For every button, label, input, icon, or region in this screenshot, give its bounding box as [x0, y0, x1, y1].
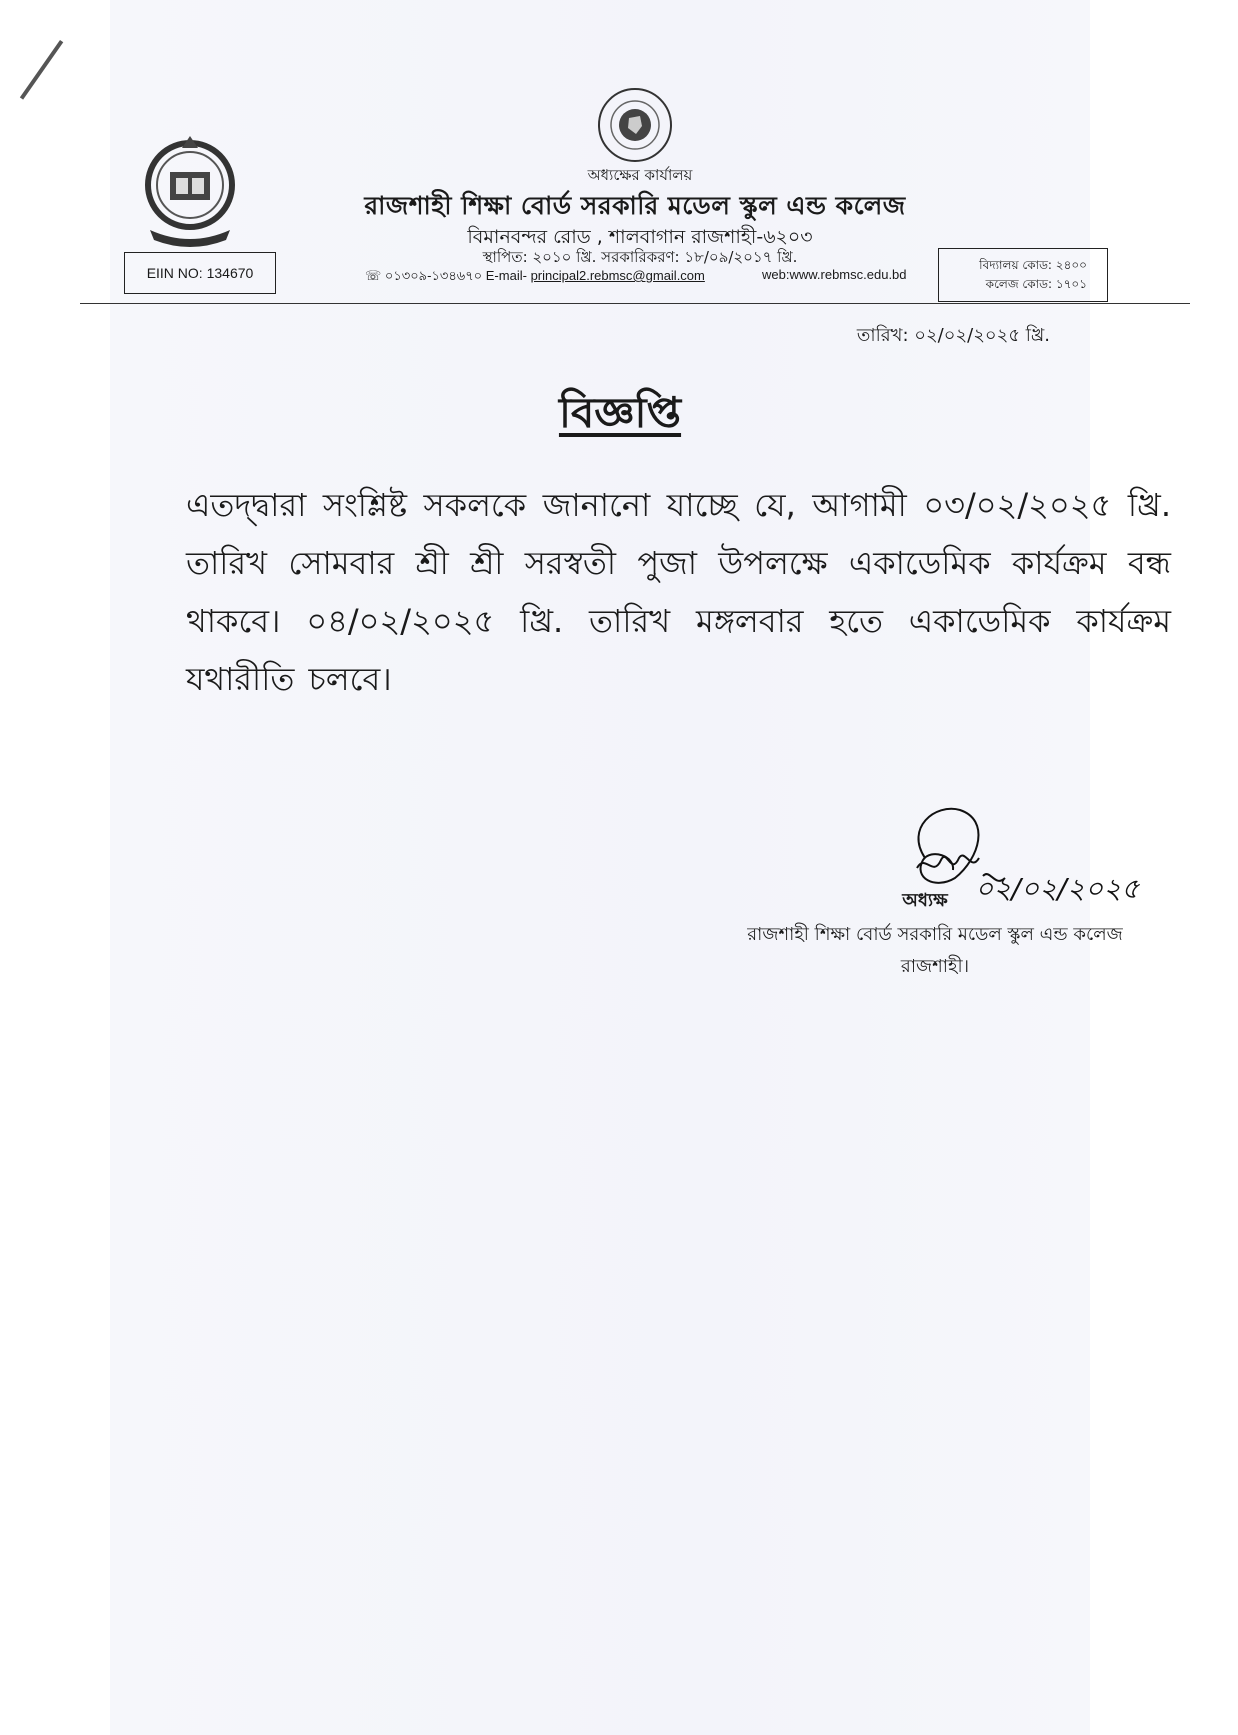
- notice-body: এতদ্দ্বারা সংশ্লিষ্ট সকলকে জানানো যাচ্ছে যে, আগামী ০৩/০২/২০২৫ খ্রি. তারিখ সোমবার শ্রী শ্রী সরস্বতী পুজা উপলক্ষে একাডেমিক কার্যক্রম বন্ধ থাকবে। ০৪/০২/২০২৫ খ্রি. তারিখ মঙ্গলবার হতে একাডেমিক কার্যক্রম যথারীতি চলবে।: [186, 486, 1171, 698]
- email-label: E-mail-: [485, 268, 527, 283]
- school-code: বিদ্যালয় কোড: ২৪০০: [979, 257, 1087, 272]
- college-code: কলেজ কোড: ১৭০১: [985, 277, 1087, 291]
- header-divider: [80, 303, 1190, 304]
- email-address: principal2.rebmsc@gmail.com: [530, 268, 705, 283]
- notice-date: তারিখ: ০২/০২/২০২৫ খ্রি.: [856, 325, 1050, 346]
- signatory-school: রাজশাহী শিক্ষা বোর্ড সরকারি মডেল স্কুল এন্ড কলেজ: [747, 924, 1123, 945]
- office-label: অধ্যক্ষের কার্যালয়: [587, 166, 693, 184]
- scan-pen-mark: [20, 40, 63, 100]
- notice-title: বিজ্ঞপ্তি: [558, 388, 682, 437]
- school-address: বিমানবন্দর রোড , শালবাগান রাজশাহী-৬২০৩: [467, 226, 813, 248]
- contact-line: [365, 267, 935, 288]
- signatory-city: রাজশাহী।: [900, 956, 970, 977]
- establishment-info: স্থাপিত: ২০১০ খ্রি. সরকারিকরণ: ১৮/০৯/২০১৭ খ্রি.: [482, 248, 798, 266]
- handwritten-date: ০২/০২/২০২৫: [975, 872, 1140, 905]
- school-logo-icon: [140, 130, 240, 250]
- eiin-number: EIIN NO: 134670: [146, 265, 254, 281]
- school-name: রাজশাহী শিক্ষা বোর্ড সরকারি মডেল স্কুল এন্ড কলেজ: [364, 191, 906, 220]
- eiin-box: [124, 252, 276, 294]
- government-seal-icon: [596, 86, 674, 164]
- signatory-title: অধ্যক্ষ: [902, 890, 948, 911]
- institution-code-box: [938, 248, 1108, 302]
- phone-number: ০১৩০৯-১৩৪৬৭০: [384, 268, 483, 283]
- phone-icon: ☏: [365, 268, 382, 283]
- website: web:www.rebmsc.edu.bd: [762, 267, 907, 282]
